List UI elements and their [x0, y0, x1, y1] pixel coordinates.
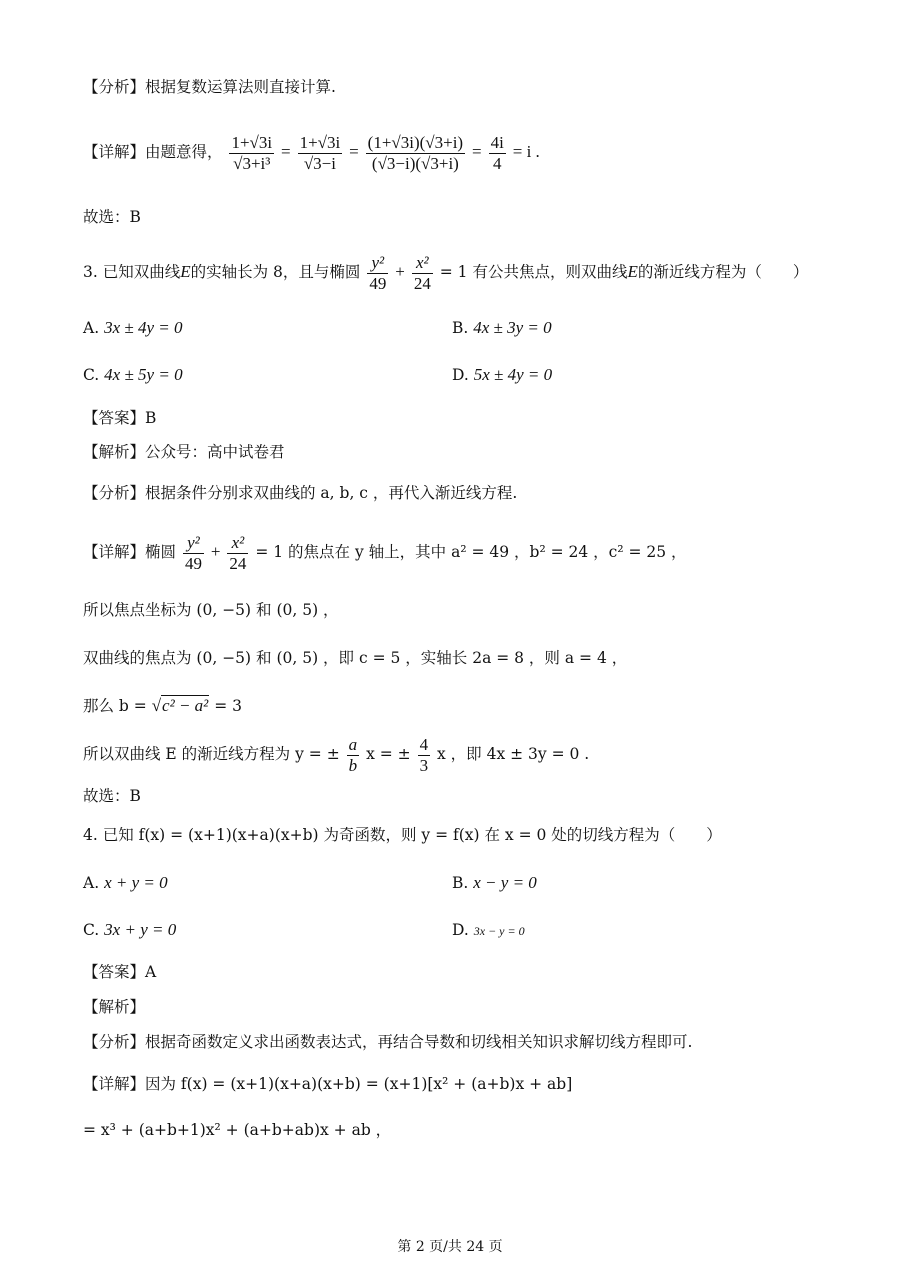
q2-fraction-2: $\frac{1+√3i}{√3-i}$	[299, 132, 341, 173]
q3-option-b[interactable]: B. 4x ± 3y = 0	[452, 318, 552, 337]
q3-option-a[interactable]: A. 3x ± 4y = 0	[83, 318, 183, 337]
q4-option-c[interactable]: C. 3x + y = 0	[83, 920, 177, 939]
q3-option-d[interactable]: D. 5x ± 4y = 0	[452, 365, 553, 384]
q4-stem: 4. 已知 f(x) = (x+1)(x+a)(x+b) 为奇函数，则 y = f(x) 在 x = 0 处的切线方程为（ ）	[83, 826, 722, 844]
q3-option-c[interactable]: C. 4x ± 5y = 0	[83, 365, 183, 384]
q2-fraction-3: $\frac{(1+√3i)(√3+i)}{(√3-i)(√3+i)}$	[367, 132, 464, 173]
q4-option-a[interactable]: A. x + y = 0	[83, 873, 168, 892]
q3-detail: 【详解】椭圆 $\frac{\text{y²}}{49}$ + $\frac{\text{x²}}{24}$ = 1 的焦点在 y 轴上，其中 a² = 49 ，b² = 24 ，c² = 25 ，	[83, 532, 687, 573]
q4-explain: 【解析】	[83, 998, 146, 1016]
q2-detail-label: 【详解】由题意得，	[83, 143, 223, 161]
q3-ellipse-frac-x: $\frac{\text{x²}}{24}$	[413, 252, 431, 293]
q3-stem: 3. 已知双曲线E的实轴长为 8，且与椭圆 $\frac{\text{y²}}{49}$ + $\frac{\text{x²}}{24}$ = 1 有公共焦点，则双曲线E的渐近线方程为（ ）	[83, 252, 809, 293]
q3-ellipse-frac-y: $\frac{\text{y²}}{49}$	[369, 252, 387, 293]
q2-fraction-1: $\frac{1+√3i}{\text{√3+i³}}$	[231, 132, 273, 173]
q4-detail-2: = x³ + (a+b+1)x² + (a+b+ab)x + ab ，	[83, 1121, 392, 1139]
q4-option-b[interactable]: B. x − y = 0	[452, 873, 537, 892]
q3-line2: 所以焦点坐标为 (0, −5) 和 (0, 5) ，	[83, 601, 339, 619]
q3-explain: 【解析】公众号：高中试卷君	[83, 443, 285, 461]
q2-fraction-4: $\frac{4i}{4}$	[490, 132, 504, 173]
q4-answer: 【答案】A	[83, 963, 157, 981]
page-footer: 第 2 页/共 24 页	[397, 1239, 503, 1255]
q2-detail: 【详解】由题意得， $\frac{1+√3i}{\text{√3+i³}}$ = $\frac{1+√3i}{√3-i}$ = $\frac{(1+√3i)(√3+i)}{(√3-i)(√3+i)}$ = $\frac{4i}{4}$ = i .	[83, 132, 540, 173]
q4-option-d[interactable]: D. 3x − y = 0	[452, 921, 525, 939]
q3-line3: 双曲线的焦点为 (0, −5) 和 (0, 5) ，即 c = 5 ，实轴长 2a = 8 ，则 a = 4 ，	[83, 649, 628, 667]
q4-detail: 【详解】因为 f(x) = (x+1)(x+a)(x+b) = (x+1)[x² + (a+b)x + ab]	[83, 1075, 573, 1093]
q3-line5: 所以双曲线 E 的渐近线方程为 y = ± $\frac{a}{b}$ x = ± $\frac{4}{3}$ x ，即 4x ± 3y = 0 .	[83, 734, 590, 775]
q2-analysis: 【分析】根据复数运算法则直接计算.	[83, 78, 336, 96]
q4-analysis: 【分析】根据奇函数定义求出函数表达式，再结合导数和切线相关知识求解切线方程即可.	[83, 1033, 693, 1051]
q3-answer: 【答案】B	[83, 409, 157, 427]
q3-choice: 故选：B	[83, 787, 141, 805]
q3-analysis: 【分析】根据条件分别求双曲线的 a, b, c ，再代入渐近线方程.	[83, 484, 518, 502]
q2-choice: 故选：B	[83, 208, 141, 226]
q3-line4: 那么 b = √c² − a² = 3	[83, 696, 242, 715]
